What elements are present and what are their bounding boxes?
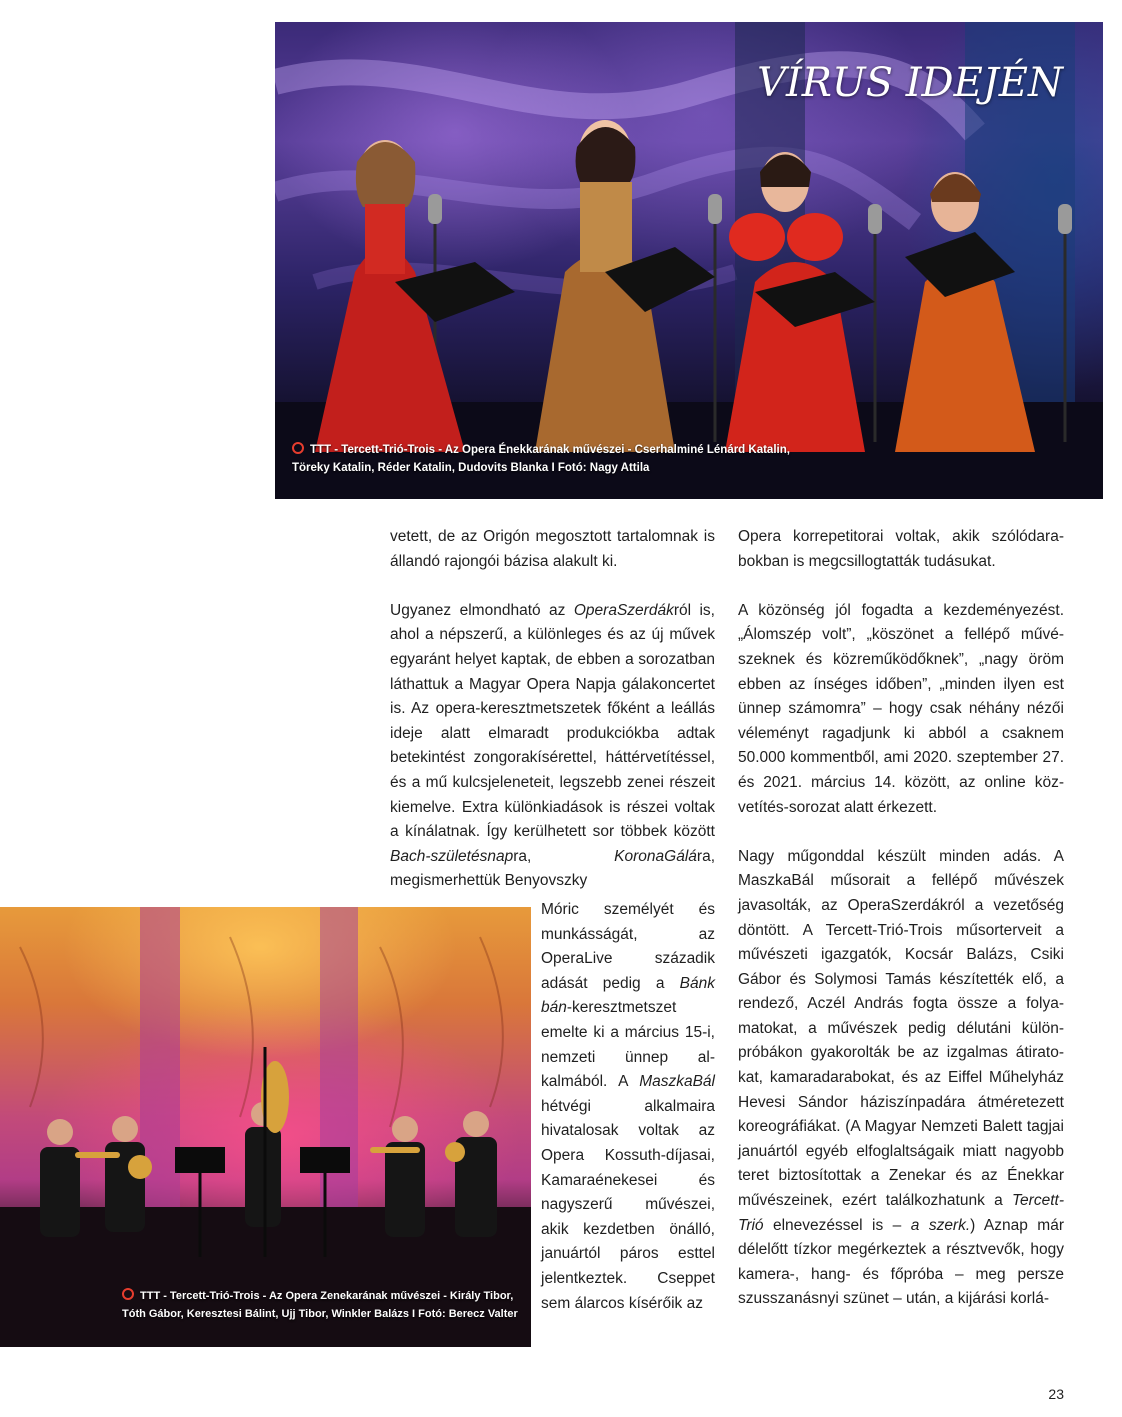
quintet-illustration — [0, 907, 531, 1347]
caption-circle-icon — [292, 442, 304, 454]
paragraph: A közönség jól fogadta a kezdeményezést. „Álomszép volt”, „köszönet a fellépő művészeknek és közreműködőknek”, „nagy öröm ebben az ínséges időben”, „minden ilyen est ünnep számomra” – hogy csak néhány nézői véleményt ragadjunk ki abból a csaknem 50.000 kommentből, ami 2020. szeptember 27. és 2021. március 14. között, az online közvetítés-sorozat alatt érkezett. — [738, 601, 1064, 816]
photo-caption-top — [292, 441, 812, 477]
caption-bottom-line2: Tóth Gábor, Keresztesi Bálint, Ujj Tibor, Winkler Balázs I Fotó: Berecz Valter — [122, 1308, 518, 1320]
photo-brass-quintet — [0, 907, 531, 1347]
paragraph: Ugyanez elmondható az OperaSzerdákról is, ahol a népszerű, a különleges és az új művek egyaránt helyet kaptak, de ebben a sorozatban láthattuk a Magyar Opera Napja gálakoncertet is. Az opera-keresztmetszetek főként a leállás ideje alatt elmaradt produkciókba adtak betekintést zongorakísérettel, háttérvetítéssel, és a mű kulcsjeleneteit, legszebb zenei részeit kiemelve. Extra különkiadások is részei voltak a kínálatnak. Így kerülhetett sor többek között Bach-születésnapra, KoronaGálára, megismerhettük Benyovszky — [390, 601, 715, 890]
paragraph: Móric személyét és munkásságát, az OperaLive századik adását pedig a Bánk bán-keresztmetszet emelte ki a március 15-i, nemzeti ünnep alkalmából. A MaszkaBál hétvégi alkalmaira hivatalosak voltak az Opera Kossuth-díjasai, Kamaraénekesei és nagyszerű művészei, akik kezdetben önálló, januártól páros esttel jelentkeztek. Cseppet sem álarcos kísérőik az — [541, 901, 715, 1312]
text-column-narrow — [541, 898, 715, 1316]
page-number: 23 — [1048, 1386, 1064, 1402]
paragraph: Opera korrepetitorai voltak, akik szólódarabokban is megcsillogtatták tudásukat. — [738, 528, 1064, 570]
section-title: VÍRUS IDEJÉN — [757, 60, 1063, 106]
caption-circle-icon — [122, 1288, 134, 1300]
paragraph: vetett, de az Origón megosztott tartalomnak is állandó rajongói bázisa alakult ki. — [390, 528, 715, 570]
paragraph: Nagy műgonddal készült minden adás. A MaszkaBál műsorait a fellépő művészek javasolták, az OperaSzerdákról a vezetőség döntött. A Tercett-Trió-Trois műsorterveit a művészeti igazgatók, Kocsár Balázs, Csiki Gábor és Solymosi Tamás készítették elő, a rendező, Aczél András fogta össze a folyamatokat, a művészek pedig délutáni különpróbákon gyakorolták be az izgalmas átiratokat, kamaradarabokat, és az Eiffel Műhelyház Hevesi Sándor háziszínpadára átméretezett koreográfiákat. (A Magyar Nemzeti Balett tagjai januártól egyéb elfoglaltságaik miatt nagyobb teret biztosítottak a Zenekar és az Énekkar művészeinek, ezért találkozhatunk a Tercett-Trió elnevezéssel is – a szerk.) Aznap már délelőtt tízkor megérkeztek a résztvevők, hogy kamera-, hang- és főpróba – meg persze szusszanásnyi szünet – után, a kijárási korlá- — [738, 847, 1064, 1308]
caption-top-line1: TTT - Tercett-Trió-Trois - Az Opera Énekkarának művészei - Cserhalminé Lénárd Katalin, — [310, 444, 790, 456]
photo-caption-bottom — [122, 1287, 522, 1323]
text-column-right — [738, 525, 1064, 1312]
caption-bottom-line1: TTT - Tercett-Trió-Trois - Az Opera Zenekarának művészei - Király Tibor, — [140, 1290, 514, 1302]
caption-top-line2: Töreky Katalin, Réder Katalin, Dudovits Blanka I Fotó: Nagy Attila — [292, 462, 650, 474]
photo-singers — [275, 22, 1103, 499]
text-column-left — [390, 525, 715, 894]
